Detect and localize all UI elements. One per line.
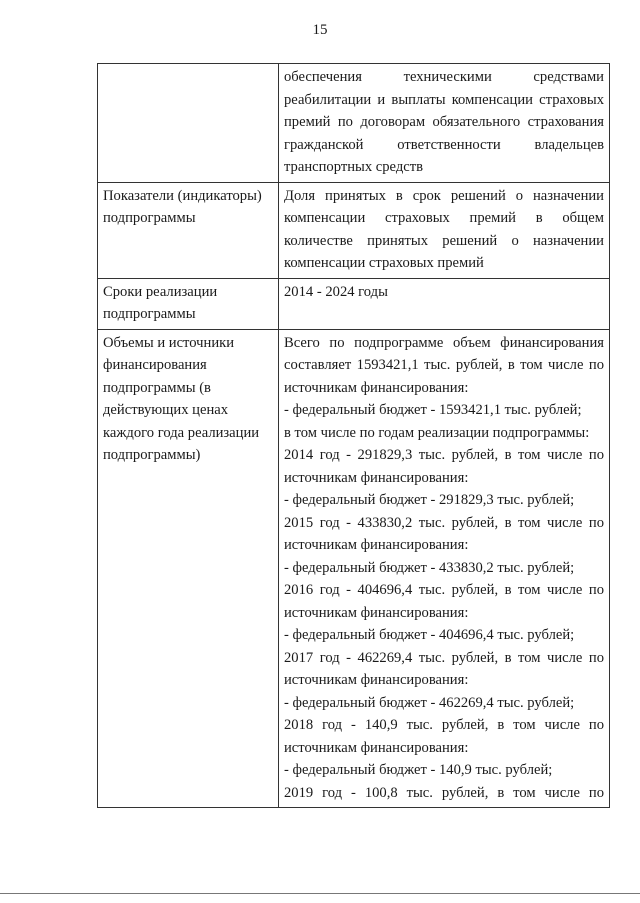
row-label: Показатели (индикаторы) подпрограммы	[103, 187, 262, 226]
value-line: - федеральный бюджет - 404696,4 тыс. рублей;	[284, 627, 575, 643]
value-line: 2019 год - 100,8 тыс. рублей, в том числе по	[284, 784, 604, 801]
table-row	[98, 278, 610, 329]
value-line: - федеральный бюджет - 462269,4 тыс. рублей;	[284, 694, 575, 711]
value-line: источникам финансирования:	[284, 604, 469, 621]
table-row	[98, 329, 610, 808]
value-line: компенсации страховых премий	[284, 255, 484, 271]
value-line: 2016 год - 404696,4 тыс. рублей, в том числе по	[284, 582, 604, 598]
row-label: Сроки реализации подпрограммы	[103, 283, 218, 322]
table-row	[98, 182, 610, 278]
value-line: источникам финансирования:	[284, 672, 469, 688]
row-value-cell	[279, 64, 610, 183]
value-line: гражданской ответственности владельцев	[284, 136, 604, 153]
row-label-cell	[98, 278, 279, 329]
table-row	[98, 64, 610, 183]
value-line: 2017 год - 462269,4 тыс. рублей, в том числе по	[284, 649, 604, 666]
value-line: - федеральный бюджет - 140,9 тыс. рублей;	[284, 762, 553, 778]
row-label-cell	[98, 182, 279, 278]
value-line: количестве принятых решений о назначении	[284, 232, 604, 249]
value-line: премий по договорам обязательного страхования	[284, 114, 604, 130]
value-line: источникам финансирования:	[284, 537, 469, 553]
subprogram-passport-table	[97, 63, 610, 808]
value-line: - федеральный бюджет - 433830,2 тыс. рублей;	[284, 559, 575, 576]
value-line: - федеральный бюджет - 1593421,1 тыс. рублей;	[284, 402, 582, 418]
value-line: в том числе по годам реализации подпрограммы:	[284, 424, 590, 441]
page-bottom-edge	[0, 893, 640, 894]
row-label-cell	[98, 329, 279, 808]
value-line: составляет 1593421,1 тыс. рублей, в том числе по	[284, 357, 604, 373]
value-line: 2014 год - 291829,3 тыс. рублей, в том числе по	[284, 447, 604, 463]
value-line: источникам финансирования:	[284, 379, 469, 396]
row-label-cell	[98, 64, 279, 183]
value-line: компенсации страховых премий в общем	[284, 210, 604, 226]
value-line: обеспечения техническими средствами	[284, 69, 604, 85]
value-line: Доля принятых в срок решений о назначении	[284, 187, 604, 204]
value-line: 2018 год - 140,9 тыс. рублей, в том числе по	[284, 717, 604, 733]
value-line: реабилитации и выплаты компенсации страховых	[284, 91, 604, 108]
value-line: источникам финансирования:	[284, 739, 469, 756]
row-label: Объемы и источники финансирования подпрограммы (в действующих ценах каждого года реализации подпрограммы)	[103, 334, 260, 463]
row-value-cell	[279, 329, 610, 808]
value-line: 2014 - 2024 годы	[284, 283, 388, 300]
value-line: - федеральный бюджет - 291829,3 тыс. рублей;	[284, 492, 575, 508]
value-line: Всего по подпрограмме объем финансирования	[284, 334, 604, 351]
value-line: 2015 год - 433830,2 тыс. рублей, в том числе по	[284, 514, 604, 531]
value-line: источникам финансирования:	[284, 469, 469, 486]
row-value-cell	[279, 182, 610, 278]
page-number: 15	[312, 22, 328, 38]
value-line: транспортных средств	[284, 159, 423, 175]
row-value-cell	[279, 278, 610, 329]
